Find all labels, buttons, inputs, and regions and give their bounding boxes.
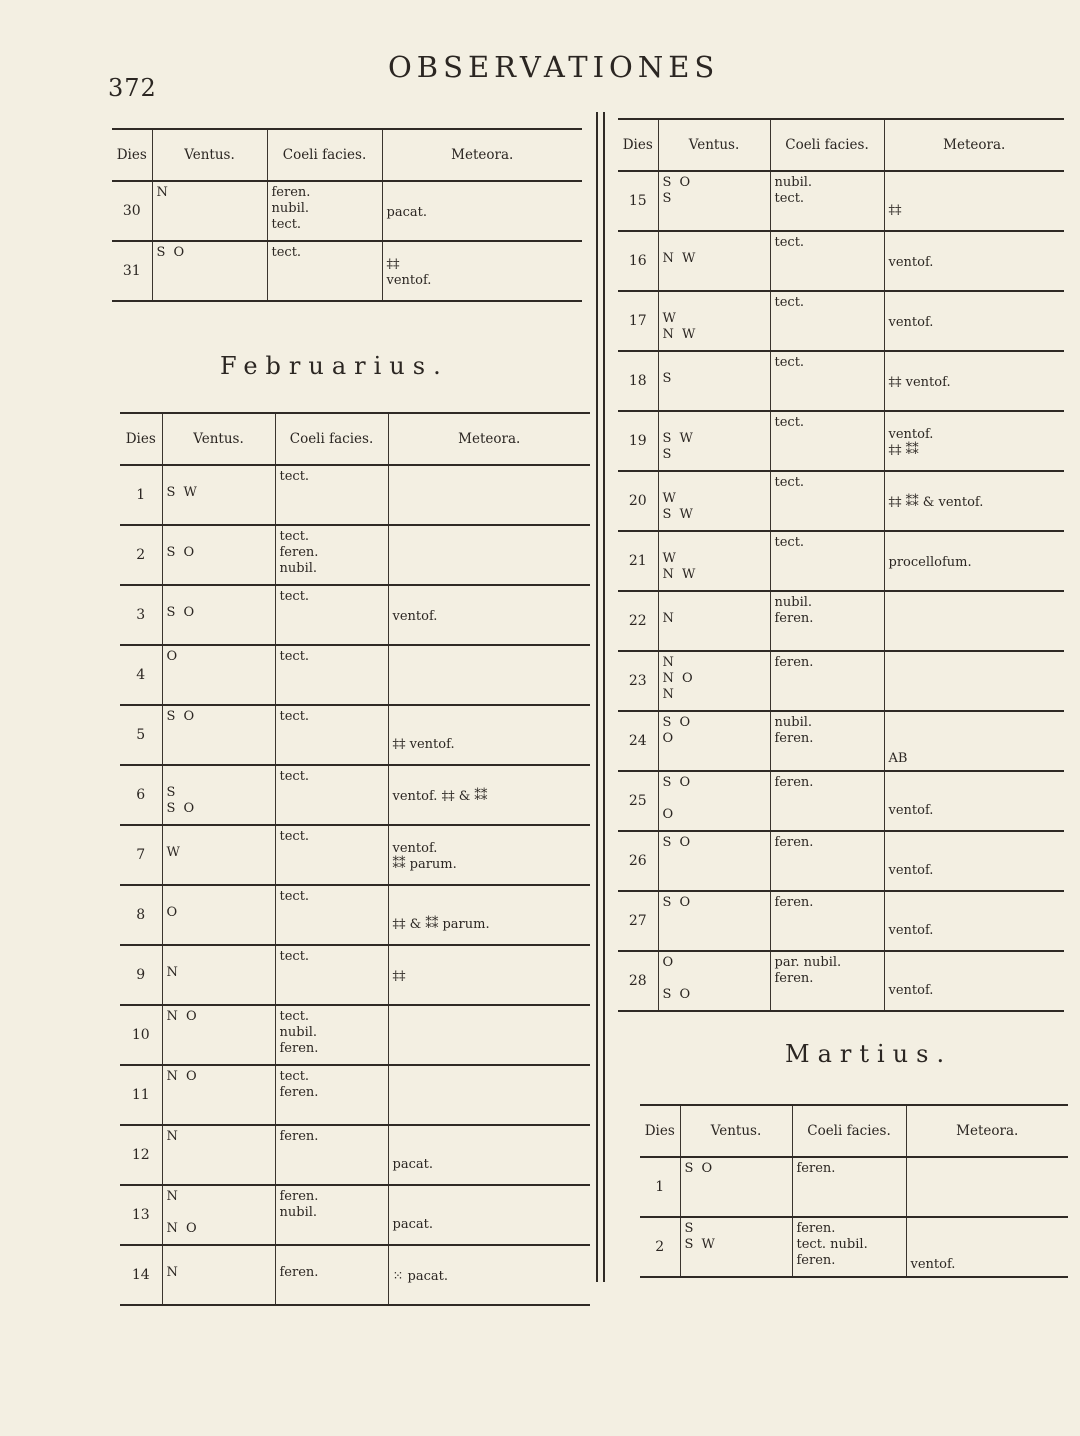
sky-cell: feren. <box>770 651 884 711</box>
header-coeli-facies: Coeli facies. <box>275 413 388 465</box>
februarius-table-a <box>120 412 590 1306</box>
sky-cell: feren. <box>770 891 884 951</box>
wind-cell: N <box>162 1125 275 1185</box>
meteora-cell <box>884 651 1064 711</box>
meteora-cell: procellofum. <box>884 531 1064 591</box>
table-row <box>618 231 1064 291</box>
wind-cell: S S W <box>680 1217 792 1277</box>
wind-cell: S O <box>658 891 770 951</box>
meteora-cell: ventof. <box>884 291 1064 351</box>
day-cell: 27 <box>618 891 658 951</box>
wind-cell: S O O <box>658 711 770 771</box>
table-row <box>618 711 1064 771</box>
day-cell: 15 <box>618 171 658 231</box>
table-row <box>120 1005 590 1065</box>
table-row <box>120 1185 590 1245</box>
day-cell: 7 <box>120 825 162 885</box>
wind-cell: S S O <box>162 765 275 825</box>
table-row <box>618 951 1064 1011</box>
sky-cell: feren. <box>792 1157 906 1217</box>
meteora-cell <box>388 465 590 525</box>
meteora-cell <box>388 1005 590 1065</box>
table-row <box>618 651 1064 711</box>
meteora-cell: ‡‡ <box>388 945 590 1005</box>
sky-cell: tect. <box>770 411 884 471</box>
header-coeli-facies: Coeli facies. <box>267 129 382 181</box>
wind-cell: S O <box>162 585 275 645</box>
sky-cell: feren. nubil. tect. <box>267 181 382 241</box>
meteora-cell <box>388 1065 590 1125</box>
table-row <box>640 1157 1068 1217</box>
meteora-cell: pacat. <box>388 1125 590 1185</box>
table-header-row <box>618 119 1064 171</box>
meteora-cell <box>906 1157 1068 1217</box>
header-ventus: Ventus. <box>658 119 770 171</box>
meteora-cell: ‡‡ ⁑⁑ & ventof. <box>884 471 1064 531</box>
wind-cell: N O <box>162 1005 275 1065</box>
meteora-cell: ‡‡ ventof. <box>884 351 1064 411</box>
sky-cell: tect. <box>770 531 884 591</box>
wind-cell: N <box>162 945 275 1005</box>
sky-cell: feren. <box>275 1125 388 1185</box>
day-cell: 28 <box>618 951 658 1011</box>
wind-cell: N W <box>658 231 770 291</box>
meteora-cell: ventof. <box>906 1217 1068 1277</box>
table-row <box>618 591 1064 651</box>
header-dies: Dies <box>112 129 152 181</box>
table-row <box>618 831 1064 891</box>
sky-cell: tect. <box>770 291 884 351</box>
wind-cell: S O <box>162 705 275 765</box>
table-row <box>120 705 590 765</box>
wind-cell: S W S <box>658 411 770 471</box>
table-row <box>618 351 1064 411</box>
meteora-cell: ventof. ‡‡ ⁑⁑ <box>884 411 1064 471</box>
wind-cell: S O <box>162 525 275 585</box>
meteora-cell: pacat. <box>382 181 582 241</box>
table-row <box>618 771 1064 831</box>
day-cell: 11 <box>120 1065 162 1125</box>
meteora-cell: ‡‡ ventof. <box>388 705 590 765</box>
header-ventus: Ventus. <box>162 413 275 465</box>
day-cell: 25 <box>618 771 658 831</box>
wind-cell: W N W <box>658 291 770 351</box>
wind-cell: N <box>658 591 770 651</box>
day-cell: 5 <box>120 705 162 765</box>
header-ventus: Ventus. <box>680 1105 792 1157</box>
sky-cell: tect. <box>275 945 388 1005</box>
day-cell: 4 <box>120 645 162 705</box>
month-title-martius: Martius. <box>785 1040 953 1068</box>
table-row <box>120 1125 590 1185</box>
wind-cell: O S O <box>658 951 770 1011</box>
meteora-cell: ventof. <box>884 891 1064 951</box>
header-meteora: Meteora. <box>388 413 590 465</box>
table-row <box>618 171 1064 231</box>
table-row <box>120 1245 590 1305</box>
day-cell: 10 <box>120 1005 162 1065</box>
day-cell: 24 <box>618 711 658 771</box>
wind-cell: O <box>162 645 275 705</box>
header-coeli-facies: Coeli facies. <box>792 1105 906 1157</box>
wind-cell: W <box>162 825 275 885</box>
meteora-cell: ventof. ⁑⁑ parum. <box>388 825 590 885</box>
wind-cell: W N W <box>658 531 770 591</box>
table-row <box>618 291 1064 351</box>
table-row <box>640 1217 1068 1277</box>
meteora-cell: ‡‡ <box>884 171 1064 231</box>
sky-cell: tect. <box>275 705 388 765</box>
day-cell: 1 <box>640 1157 680 1217</box>
header-meteora: Meteora. <box>884 119 1064 171</box>
sky-cell: tect. <box>770 231 884 291</box>
wind-cell: S O O <box>658 771 770 831</box>
day-cell: 16 <box>618 231 658 291</box>
header-coeli-facies: Coeli facies. <box>770 119 884 171</box>
meteora-cell: ventof. <box>388 585 590 645</box>
wind-cell: S O <box>680 1157 792 1217</box>
sky-cell: nubil. feren. <box>770 591 884 651</box>
day-cell: 23 <box>618 651 658 711</box>
sky-cell: feren. <box>275 1245 388 1305</box>
day-cell: 2 <box>640 1217 680 1277</box>
wind-cell: O <box>162 885 275 945</box>
header-dies: Dies <box>120 413 162 465</box>
meteora-cell <box>388 525 590 585</box>
day-cell: 22 <box>618 591 658 651</box>
day-cell: 30 <box>112 181 152 241</box>
sky-cell: tect. <box>267 241 382 301</box>
sky-cell: feren. <box>770 831 884 891</box>
table-row <box>120 945 590 1005</box>
februarius-table-b <box>618 118 1064 1012</box>
table-row <box>618 531 1064 591</box>
sky-cell: tect. <box>275 765 388 825</box>
meteora-cell: ventof. ‡‡ & ⁑⁑ <box>388 765 590 825</box>
meteora-cell: ‡‡ & ⁑⁑ parum. <box>388 885 590 945</box>
wind-cell: N N O N <box>658 651 770 711</box>
day-cell: 6 <box>120 765 162 825</box>
month-title-februarius: Februarius. <box>220 352 449 380</box>
wind-cell: S W <box>162 465 275 525</box>
table-row <box>112 181 582 241</box>
wind-cell: S O <box>658 831 770 891</box>
table-row <box>112 241 582 301</box>
table-row <box>618 471 1064 531</box>
day-cell: 9 <box>120 945 162 1005</box>
day-cell: 3 <box>120 585 162 645</box>
day-cell: 14 <box>120 1245 162 1305</box>
wind-cell: S <box>658 351 770 411</box>
wind-cell: W S W <box>658 471 770 531</box>
sky-cell: tect. <box>275 585 388 645</box>
meteora-cell: pacat. <box>388 1185 590 1245</box>
sky-cell: tect. <box>275 825 388 885</box>
table-header-row <box>120 413 590 465</box>
header-meteora: Meteora. <box>382 129 582 181</box>
wind-cell: S O S <box>658 171 770 231</box>
day-cell: 17 <box>618 291 658 351</box>
header-ventus: Ventus. <box>152 129 267 181</box>
day-cell: 26 <box>618 831 658 891</box>
day-cell: 12 <box>120 1125 162 1185</box>
page-title: OBSERVATIONES <box>388 50 720 84</box>
column-divider-left <box>596 112 598 1282</box>
table-row <box>120 465 590 525</box>
table-row <box>618 411 1064 471</box>
table-row <box>120 825 590 885</box>
meteora-cell: ventof. <box>884 951 1064 1011</box>
table-row <box>120 525 590 585</box>
meteora-cell: ‡‡ ventof. <box>382 241 582 301</box>
day-cell: 21 <box>618 531 658 591</box>
sky-cell: tect. nubil. feren. <box>275 1005 388 1065</box>
sky-cell: nubil. tect. <box>770 171 884 231</box>
wind-cell: N <box>152 181 267 241</box>
day-cell: 20 <box>618 471 658 531</box>
day-cell: 31 <box>112 241 152 301</box>
table-row <box>120 1065 590 1125</box>
sky-cell: tect. <box>275 465 388 525</box>
sky-cell: tect. feren. nubil. <box>275 525 388 585</box>
day-cell: 2 <box>120 525 162 585</box>
martius-table <box>640 1104 1068 1278</box>
sky-cell: feren. nubil. <box>275 1185 388 1245</box>
sky-cell: feren. <box>770 771 884 831</box>
sky-cell: tect. <box>770 351 884 411</box>
meteora-cell: ventof. <box>884 771 1064 831</box>
table-row <box>120 645 590 705</box>
table-row <box>120 585 590 645</box>
header-dies: Dies <box>618 119 658 171</box>
table-row <box>618 891 1064 951</box>
januarius-tail-table <box>112 128 582 302</box>
table-header-row <box>112 129 582 181</box>
meteora-cell: AB <box>884 711 1064 771</box>
day-cell: 8 <box>120 885 162 945</box>
meteora-cell <box>884 591 1064 651</box>
meteora-cell: ventof. <box>884 231 1064 291</box>
page-number: 372 <box>108 74 157 102</box>
wind-cell: S O <box>152 241 267 301</box>
meteora-cell: ventof. <box>884 831 1064 891</box>
day-cell: 18 <box>618 351 658 411</box>
meteora-cell: ⁙ pacat. <box>388 1245 590 1305</box>
wind-cell: N O <box>162 1065 275 1125</box>
day-cell: 1 <box>120 465 162 525</box>
sky-cell: tect. <box>770 471 884 531</box>
wind-cell: N <box>162 1245 275 1305</box>
table-header-row <box>640 1105 1068 1157</box>
table-row <box>120 765 590 825</box>
header-meteora: Meteora. <box>906 1105 1068 1157</box>
sky-cell: par. nubil. feren. <box>770 951 884 1011</box>
meteora-cell <box>388 645 590 705</box>
wind-cell: N N O <box>162 1185 275 1245</box>
day-cell: 19 <box>618 411 658 471</box>
header-dies: Dies <box>640 1105 680 1157</box>
day-cell: 13 <box>120 1185 162 1245</box>
sky-cell: tect. feren. <box>275 1065 388 1125</box>
sky-cell: tect. <box>275 645 388 705</box>
column-divider-right <box>603 112 605 1282</box>
sky-cell: feren. tect. nubil. feren. <box>792 1217 906 1277</box>
table-row <box>120 885 590 945</box>
sky-cell: nubil. feren. <box>770 711 884 771</box>
sky-cell: tect. <box>275 885 388 945</box>
